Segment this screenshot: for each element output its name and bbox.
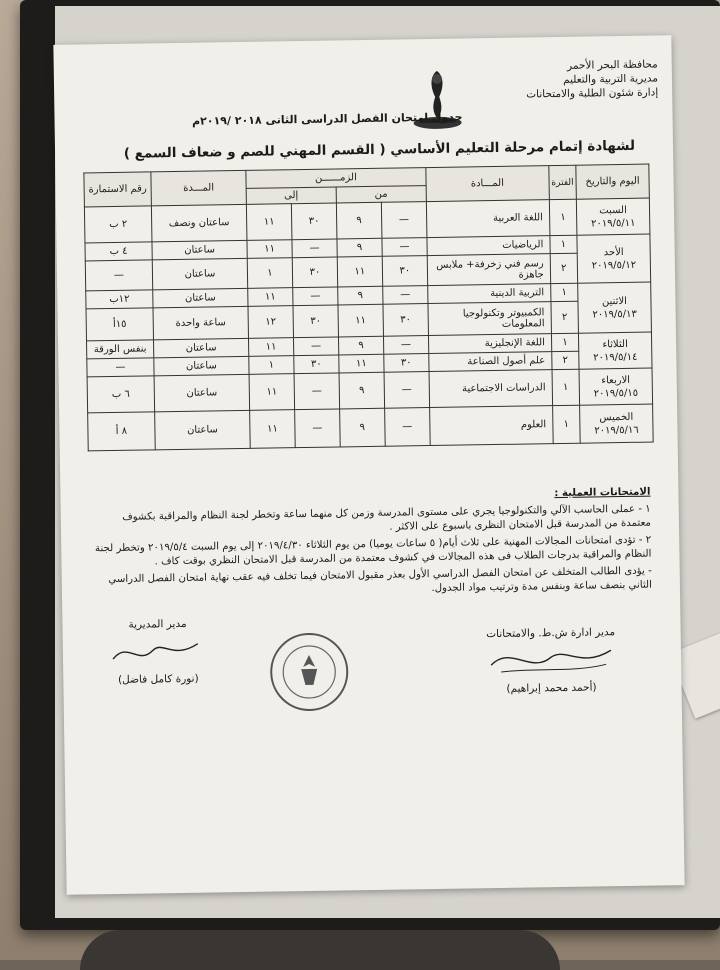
governorate-line: محافظة البحر الأحمر: [567, 58, 658, 72]
certificate-title: لشهادة إتمام مرحلة التعليم الأساسي ( القسم المهني للصم و ضعاف السمع ): [123, 137, 636, 162]
note-item: - يؤدى الطالب المتخلف عن امتحان الفصل الدراسي الأول بعذر مقبول الامتحان فيما تخلف فيه عقب نهاية امتحان الفصل الدراسي الثاني بنصف ساعة وبنفس مدة وترتيب مواد الجدول.: [108, 565, 653, 595]
form-cell: ١٥أ: [86, 308, 153, 341]
from-minute: —: [381, 202, 426, 239]
period-cell: ١: [549, 199, 577, 235]
duration-cell: ساعتان: [153, 288, 248, 307]
to-hour: ١١: [247, 240, 292, 259]
to-hour: ١١: [246, 204, 292, 241]
form-cell: —: [85, 260, 152, 291]
from-hour: ٩: [337, 238, 382, 257]
signatory-name: (نورة كامل فاضل): [117, 672, 199, 686]
duration-cell: ساعة واحدة: [153, 306, 248, 339]
form-cell: ٢ ب: [84, 206, 152, 243]
duration-cell: ساعتان: [154, 356, 249, 375]
department-line: إدارة شئون الطلبة والامتحانات: [526, 86, 659, 101]
to-minute: ٣٠: [294, 355, 339, 374]
department-head-signature: [481, 626, 622, 695]
period-cell: ١: [552, 369, 580, 405]
to-minute: —: [295, 409, 341, 448]
from-minute: —: [384, 408, 430, 447]
to-minute: ٣٠: [293, 305, 338, 338]
from-hour: ٩: [338, 286, 383, 305]
to-hour: ١١: [249, 374, 295, 411]
director-signature: [102, 617, 213, 686]
table-row: [88, 404, 654, 451]
from-hour: ١١: [339, 354, 384, 373]
from-hour: ١١: [338, 304, 383, 337]
signatory-name: (أحمد محمد إبراهيم): [506, 681, 597, 695]
from-hour: ١١: [337, 256, 382, 287]
directorate-line: مديرية التربية والتعليم: [562, 72, 659, 86]
to-hour: ١١: [248, 338, 293, 357]
exam-table: [83, 164, 653, 452]
signature-scribble-icon: [481, 638, 622, 680]
form-cell: ٦ ب: [87, 376, 155, 413]
letterhead: [526, 57, 659, 101]
to-hour: ١١: [248, 288, 293, 307]
header-to: إلى: [246, 187, 336, 204]
from-minute: —: [383, 336, 428, 355]
period-cell: ١: [550, 283, 577, 301]
from-minute: —: [384, 372, 429, 409]
day-cell: الأحد ٢٠١٩/٥/١٢: [577, 234, 651, 283]
to-minute: —: [293, 337, 338, 356]
duration-cell: ساعتان: [155, 410, 251, 449]
signature-title: مدير ادارة ش.ط. والامتحانات: [486, 626, 616, 641]
period-cell: ٢: [552, 351, 579, 369]
to-hour: ١١: [250, 410, 296, 449]
period-cell: ١: [550, 235, 577, 253]
form-cell: ٤ ب: [85, 242, 152, 261]
subject-cell: علم أصول الصناعة: [429, 352, 552, 372]
duration-cell: ساعتان: [152, 258, 247, 289]
period-cell: ١: [552, 405, 580, 443]
from-hour: ٩: [336, 202, 381, 239]
signature-scribble-icon: [103, 629, 214, 671]
header-day: اليوم والتاريخ: [576, 164, 650, 199]
foreground-object: [80, 930, 560, 970]
duration-cell: ساعتان: [152, 240, 247, 259]
official-seal-icon: [268, 630, 351, 713]
from-minute: —: [382, 238, 427, 257]
from-minute: ٣٠: [383, 304, 428, 337]
note-item: ١ - عملى الحاسب الآلي والتكنولوجيا يجري على مستوى المدرسة وزمن كل منهما ساعة وتخطر لجنة النظام والمراقبة بكشوف معتمدة من المدرسة قبل الامتحان النظرى باسبوع على الاكثر .: [122, 503, 652, 533]
signature-title: مدير المديرية: [128, 617, 187, 631]
subject-cell: اللغة العربية: [426, 200, 550, 238]
duration-cell: ساعتان ونصف: [151, 204, 247, 241]
to-hour: ١٢: [248, 306, 293, 339]
from-hour: ٩: [338, 336, 383, 355]
from-minute: —: [383, 286, 428, 305]
exam-schedule-document: [53, 35, 684, 895]
duration-cell: ساعتان: [154, 338, 249, 357]
header-period: الفترة: [549, 165, 577, 199]
header-form-no: رقم الاستمارة: [84, 172, 152, 207]
form-cell: ٨ أ: [88, 412, 156, 451]
to-minute: ٣٠: [291, 203, 336, 240]
note-item: ٢ - تؤدى امتحانات المجالات المهنية على ثلاث أيام( ٥ ساعات يوميا) من يوم الثلاثاء ٢٠١٩/٤/٣٠ إلى يوم السبت ٢٠١٩/٥/٤ وتخطر لجنة النظام والمراقبة بدرجات الطلاب فى هذه المجالات في كشوف معتمدة من المدرسة قبل الامتحان النظري بوقت كاف .: [94, 534, 652, 568]
period-cell: ٢: [550, 253, 578, 283]
day-cell: السبت ٢٠١٩/٥/١١: [576, 198, 650, 235]
to-minute: ٣٠: [292, 257, 337, 288]
day-cell: الخميس ٢٠١٩/٥/١٦: [580, 404, 654, 443]
notes-title: الامتحانات العملية :: [554, 486, 651, 500]
subject-cell: العلوم: [429, 406, 553, 446]
day-cell: الاربعاء ٢٠١٩/٥/١٥: [579, 368, 653, 405]
from-minute: ٣٠: [382, 256, 427, 287]
form-cell: بنفس الورقة: [87, 340, 154, 359]
practical-exams-notes: [90, 486, 652, 604]
to-minute: —: [294, 373, 339, 410]
subject-cell: التربية الدينية: [427, 284, 550, 304]
to-hour: ١: [247, 258, 292, 289]
header-duration: المـــدة: [151, 170, 247, 205]
form-cell: —: [87, 358, 154, 377]
header-time: الزمــــــن: [246, 168, 426, 189]
subject-cell: رسم فني زخرفة+ ملابس جاهزة: [427, 254, 550, 286]
duration-cell: ساعتان: [154, 374, 250, 411]
day-cell: الاثنين ٢٠١٩/٥/١٣: [578, 282, 652, 333]
form-cell: ١٢ب: [86, 290, 153, 309]
from-hour: ٩: [339, 372, 384, 409]
subject-cell: اللغة الإنجليزية: [428, 334, 551, 354]
from-minute: ٣٠: [384, 354, 429, 373]
to-minute: —: [292, 239, 337, 258]
day-cell: الثلاثاء ٢٠١٩/٥/١٤: [578, 332, 652, 369]
subject-cell: الرياضيات: [427, 236, 550, 256]
period-cell: ٢: [551, 301, 579, 333]
schedule-title: جدول امتحان الفصل الدراسى الثانى ٢٠١٨ /٢٠١٩م: [191, 110, 463, 128]
to-minute: —: [293, 287, 338, 306]
header-from: من: [336, 186, 426, 203]
to-hour: ١: [249, 356, 294, 375]
from-hour: ٩: [340, 408, 386, 447]
subject-cell: الدراسات الاجتماعية: [429, 370, 553, 408]
header-subject: المـــادة: [426, 166, 550, 202]
subject-cell: الكمبيوتر وتكنولوجيا المعلومات: [428, 302, 551, 336]
period-cell: ١: [551, 333, 578, 351]
